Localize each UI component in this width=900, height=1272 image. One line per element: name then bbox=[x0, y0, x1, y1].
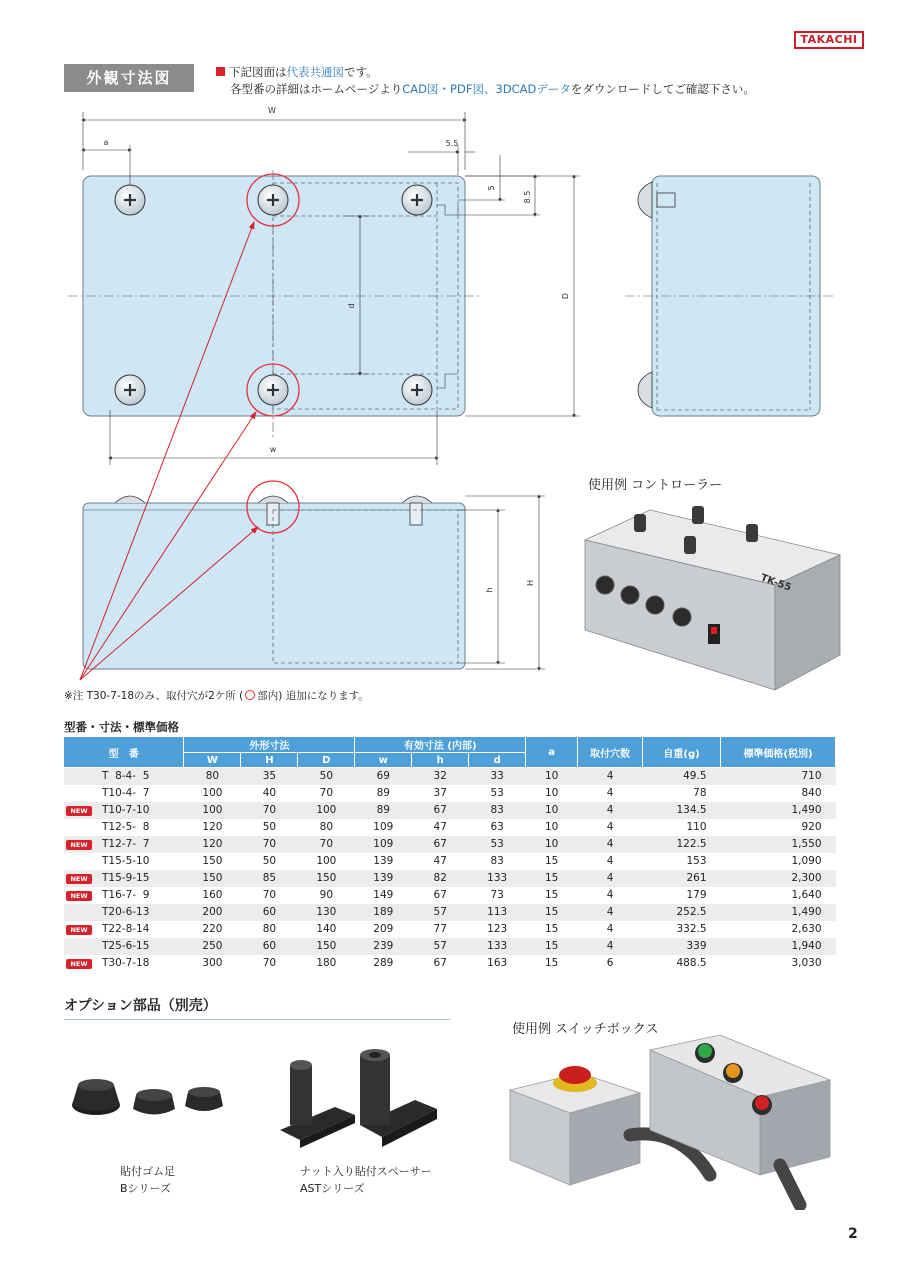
table-row bbox=[64, 853, 836, 870]
cell-d: 133 bbox=[469, 870, 526, 887]
cell-price: 2,300 bbox=[721, 870, 836, 887]
cell-d: 73 bbox=[490, 889, 504, 901]
cell-price: 1,940 bbox=[721, 938, 836, 955]
model-cell: T25-6-15 bbox=[64, 938, 184, 955]
cell-holes: 4 bbox=[606, 923, 614, 935]
new-badge: NEW bbox=[66, 925, 92, 935]
header-d: d bbox=[469, 753, 526, 768]
table-row bbox=[64, 938, 836, 955]
table-row bbox=[64, 921, 836, 938]
model-cell: T12-5- 8 bbox=[102, 821, 150, 833]
cell-d: 63 bbox=[490, 821, 504, 833]
red-circle-icon bbox=[245, 690, 255, 700]
cell-holes: 4 bbox=[578, 870, 643, 887]
cell-w: 109 bbox=[355, 836, 412, 853]
model-cell: NEW T12-7- 7 bbox=[64, 836, 184, 853]
model-cell: NEW T15-9-15 bbox=[64, 870, 184, 887]
cell-w: 289 bbox=[373, 957, 394, 969]
header-weight: 自重(g) bbox=[643, 737, 721, 768]
table-row bbox=[64, 802, 836, 819]
cell-w: 239 bbox=[355, 938, 412, 955]
cell-weight: 488.5 bbox=[676, 957, 707, 969]
dim-label-5: 5 bbox=[487, 185, 496, 191]
model-cell: T 8-4- 5 bbox=[64, 768, 184, 785]
model-cell: NEW T22-8-14 bbox=[64, 921, 184, 938]
cell-D: 180 bbox=[316, 957, 337, 969]
cell-price: 840 bbox=[801, 787, 822, 799]
side-view bbox=[625, 176, 835, 416]
cell-a: 10 bbox=[526, 836, 578, 853]
cell-D: 70 bbox=[319, 787, 334, 799]
cell-d: 83 bbox=[490, 855, 504, 867]
table-row bbox=[64, 870, 836, 887]
table-row bbox=[64, 768, 836, 785]
cell-d: 133 bbox=[469, 938, 526, 955]
cell-holes: 4 bbox=[578, 768, 643, 785]
cell-holes: 4 bbox=[578, 802, 643, 819]
cell-D: 100 bbox=[316, 855, 337, 867]
dim-label-W: W bbox=[268, 106, 276, 115]
cell-h: 57 bbox=[412, 904, 469, 921]
cell-a: 15 bbox=[544, 923, 559, 935]
cell-price: 3,030 bbox=[791, 957, 822, 969]
cell-a: 10 bbox=[526, 802, 578, 819]
cell-W: 100 bbox=[184, 802, 241, 819]
cell-price: 1,490 bbox=[721, 904, 836, 921]
controller-photo bbox=[585, 506, 840, 690]
header-W: W bbox=[184, 753, 241, 768]
cell-w: 139 bbox=[355, 870, 412, 887]
cell-H: 85 bbox=[241, 870, 298, 887]
cell-holes: 4 bbox=[578, 836, 643, 853]
cell-holes: 4 bbox=[606, 889, 614, 901]
cell-w: 189 bbox=[355, 904, 412, 921]
dim-label-8-5: 8.5 bbox=[523, 190, 532, 204]
cell-h: 67 bbox=[412, 802, 469, 819]
cell-H: 60 bbox=[241, 904, 298, 921]
cell-d: 113 bbox=[469, 904, 526, 921]
dim-label-w: w bbox=[269, 445, 277, 454]
cell-W: 120 bbox=[184, 836, 241, 853]
cell-weight: 261 bbox=[643, 870, 721, 887]
cell-H: 50 bbox=[262, 821, 277, 833]
cell-H: 70 bbox=[241, 836, 298, 853]
header-model: 型 番 bbox=[64, 737, 184, 768]
cell-d: 83 bbox=[469, 802, 526, 819]
cell-h: 32 bbox=[412, 768, 469, 785]
screw-icon bbox=[402, 185, 432, 215]
cell-H: 70 bbox=[262, 889, 277, 901]
screw-icon bbox=[115, 185, 145, 215]
screw-icon bbox=[258, 185, 288, 215]
cell-D: 80 bbox=[319, 821, 334, 833]
section-title: 外観寸法図 bbox=[64, 64, 194, 92]
spec-table bbox=[64, 737, 836, 972]
dim-label-a: a bbox=[103, 138, 109, 147]
cell-W: 300 bbox=[202, 957, 223, 969]
new-badge: NEW bbox=[66, 891, 92, 901]
controller-panel-text: TK-55 bbox=[758, 572, 793, 594]
cell-holes: 4 bbox=[578, 904, 643, 921]
model-cell: NEW T30-7-18 bbox=[64, 955, 184, 972]
switchbox-photo bbox=[500, 1035, 840, 1210]
screw-icon bbox=[115, 375, 145, 405]
brand-logo: TAKACHI bbox=[794, 31, 864, 49]
cell-D: 140 bbox=[316, 923, 337, 935]
cell-D: 150 bbox=[298, 870, 355, 887]
table-row bbox=[64, 887, 836, 904]
new-badge: NEW bbox=[66, 959, 92, 969]
cell-weight: 339 bbox=[643, 938, 721, 955]
cell-price: 1,090 bbox=[791, 855, 822, 867]
cell-d: 53 bbox=[490, 787, 504, 799]
cell-a: 15 bbox=[526, 870, 578, 887]
cell-weight: 153 bbox=[686, 855, 707, 867]
screw-icon bbox=[402, 375, 432, 405]
note-line-1: 下記図面は代表共通図です。 bbox=[216, 64, 378, 80]
cell-h: 77 bbox=[433, 923, 447, 935]
table-row bbox=[64, 785, 836, 802]
cell-a: 15 bbox=[526, 938, 578, 955]
cell-holes: 6 bbox=[606, 957, 614, 969]
cell-W: 150 bbox=[202, 855, 223, 867]
cell-D: 90 bbox=[319, 889, 334, 901]
note-line-2: 各型番の詳細はホームページよりCAD図・PDF図、3DCADデータをダウンロードしてご確認下さい。 bbox=[230, 82, 755, 96]
table-title: 型番・寸法・標準価格 bbox=[64, 720, 179, 734]
cell-w: 89 bbox=[355, 802, 412, 819]
cell-H: 50 bbox=[262, 855, 277, 867]
cell-d: 123 bbox=[487, 923, 508, 935]
page-number: 2 bbox=[848, 1226, 858, 1242]
header-outer: 外形寸法 bbox=[184, 737, 355, 753]
cell-W: 80 bbox=[184, 768, 241, 785]
table-row bbox=[64, 955, 836, 972]
cell-H: 40 bbox=[262, 787, 277, 799]
controller-photo-label: 使用例 コントローラー bbox=[588, 478, 723, 493]
cell-holes: 4 bbox=[606, 855, 614, 867]
cell-a: 10 bbox=[526, 768, 578, 785]
cell-h: 67 bbox=[433, 957, 447, 969]
rubber-feet-photo bbox=[64, 1050, 254, 1130]
dim-label-H: H bbox=[526, 579, 535, 587]
cell-h: 67 bbox=[412, 836, 469, 853]
cell-w: 139 bbox=[373, 855, 394, 867]
header-h: h bbox=[412, 753, 469, 768]
cell-a: 15 bbox=[544, 855, 559, 867]
cell-d: 33 bbox=[469, 768, 526, 785]
cell-W: 160 bbox=[202, 889, 223, 901]
model-cell: T10-4- 7 bbox=[102, 787, 150, 799]
model-cell: T15-5-10 bbox=[102, 855, 150, 867]
dim-label-D: D bbox=[561, 292, 570, 300]
cell-h: 82 bbox=[412, 870, 469, 887]
cell-price: 1,550 bbox=[721, 836, 836, 853]
cell-D: 100 bbox=[298, 802, 355, 819]
header-H: H bbox=[241, 753, 298, 768]
cell-weight: 122.5 bbox=[643, 836, 721, 853]
dim-label-5-5: 5.5 bbox=[445, 139, 459, 148]
cell-W: 100 bbox=[202, 787, 223, 799]
cell-D: 130 bbox=[298, 904, 355, 921]
cell-weight: 332.5 bbox=[676, 923, 707, 935]
front-view bbox=[83, 481, 465, 669]
table-row bbox=[64, 836, 836, 853]
option-2-caption: ナット入り貼付スペーサー ASTシリーズ bbox=[300, 1165, 432, 1195]
cell-W: 250 bbox=[184, 938, 241, 955]
cell-w: 109 bbox=[373, 821, 394, 833]
screw-icon bbox=[258, 375, 288, 405]
cell-a: 15 bbox=[544, 889, 559, 901]
cell-a: 10 bbox=[544, 787, 559, 799]
table-row bbox=[64, 819, 836, 836]
cell-W: 150 bbox=[184, 870, 241, 887]
options-title: オプション部品（別売） bbox=[64, 998, 217, 1014]
cell-h: 37 bbox=[433, 787, 447, 799]
cell-w: 209 bbox=[373, 923, 394, 935]
header-w: w bbox=[355, 753, 412, 768]
model-cell: NEW T10-7-10 bbox=[64, 802, 184, 819]
cell-price: 2,630 bbox=[791, 923, 822, 935]
dim-label-d: d bbox=[347, 303, 356, 309]
cell-W: 120 bbox=[202, 821, 223, 833]
options-divider bbox=[64, 1019, 450, 1020]
spacer-photo bbox=[275, 1045, 445, 1150]
cell-price: 710 bbox=[721, 768, 836, 785]
cell-a: 10 bbox=[544, 821, 559, 833]
cell-H: 70 bbox=[262, 957, 277, 969]
cell-price: 920 bbox=[801, 821, 822, 833]
cell-weight: 49.5 bbox=[643, 768, 721, 785]
cell-h: 47 bbox=[433, 855, 447, 867]
header-a: a bbox=[526, 737, 578, 768]
cell-a: 15 bbox=[526, 904, 578, 921]
cell-H: 70 bbox=[241, 802, 298, 819]
cell-weight: 179 bbox=[686, 889, 707, 901]
cell-h: 67 bbox=[433, 889, 447, 901]
cell-d: 53 bbox=[469, 836, 526, 853]
dim-label-h: h bbox=[485, 587, 494, 593]
cell-D: 50 bbox=[298, 768, 355, 785]
new-badge: NEW bbox=[66, 874, 92, 884]
model-cell: NEW T16-7- 9 bbox=[64, 887, 184, 904]
option-1-caption: 貼付ゴム足 Bシリーズ bbox=[120, 1165, 175, 1195]
header-inner: 有効寸法 (内部) bbox=[355, 737, 526, 753]
table-row bbox=[64, 904, 836, 921]
footnote: ※注 T30-7-18のみ、取付穴が2ケ所 ( 部内) 追加になります。 bbox=[64, 690, 369, 702]
switchbox-photo-label: 使用例 スイッチボックス bbox=[512, 1022, 659, 1037]
header-price: 標準価格(税別) bbox=[721, 737, 836, 768]
cell-weight: 110 bbox=[686, 821, 707, 833]
header-D: D bbox=[298, 753, 355, 768]
cell-w: 69 bbox=[355, 768, 412, 785]
cell-weight: 134.5 bbox=[643, 802, 721, 819]
cell-holes: 4 bbox=[578, 938, 643, 955]
cell-holes: 4 bbox=[606, 821, 614, 833]
cell-D: 70 bbox=[298, 836, 355, 853]
cell-w: 89 bbox=[376, 787, 390, 799]
top-view bbox=[68, 170, 480, 440]
cell-price: 1,640 bbox=[791, 889, 822, 901]
cell-weight: 252.5 bbox=[643, 904, 721, 921]
new-badge: NEW bbox=[66, 806, 92, 816]
model-cell: T20-6-13 bbox=[64, 904, 184, 921]
cell-H: 80 bbox=[262, 923, 277, 935]
cell-w: 149 bbox=[373, 889, 394, 901]
cell-H: 60 bbox=[241, 938, 298, 955]
cell-h: 57 bbox=[412, 938, 469, 955]
cell-D: 150 bbox=[298, 938, 355, 955]
header-holes: 取付穴数 bbox=[578, 737, 643, 768]
cell-W: 200 bbox=[184, 904, 241, 921]
cell-price: 1,490 bbox=[721, 802, 836, 819]
new-badge: NEW bbox=[66, 840, 92, 850]
cell-a: 15 bbox=[544, 957, 559, 969]
cell-holes: 4 bbox=[606, 787, 614, 799]
cell-h: 47 bbox=[433, 821, 447, 833]
cell-weight: 78 bbox=[693, 787, 707, 799]
cell-W: 220 bbox=[202, 923, 223, 935]
cell-d: 163 bbox=[487, 957, 508, 969]
cell-H: 35 bbox=[241, 768, 298, 785]
